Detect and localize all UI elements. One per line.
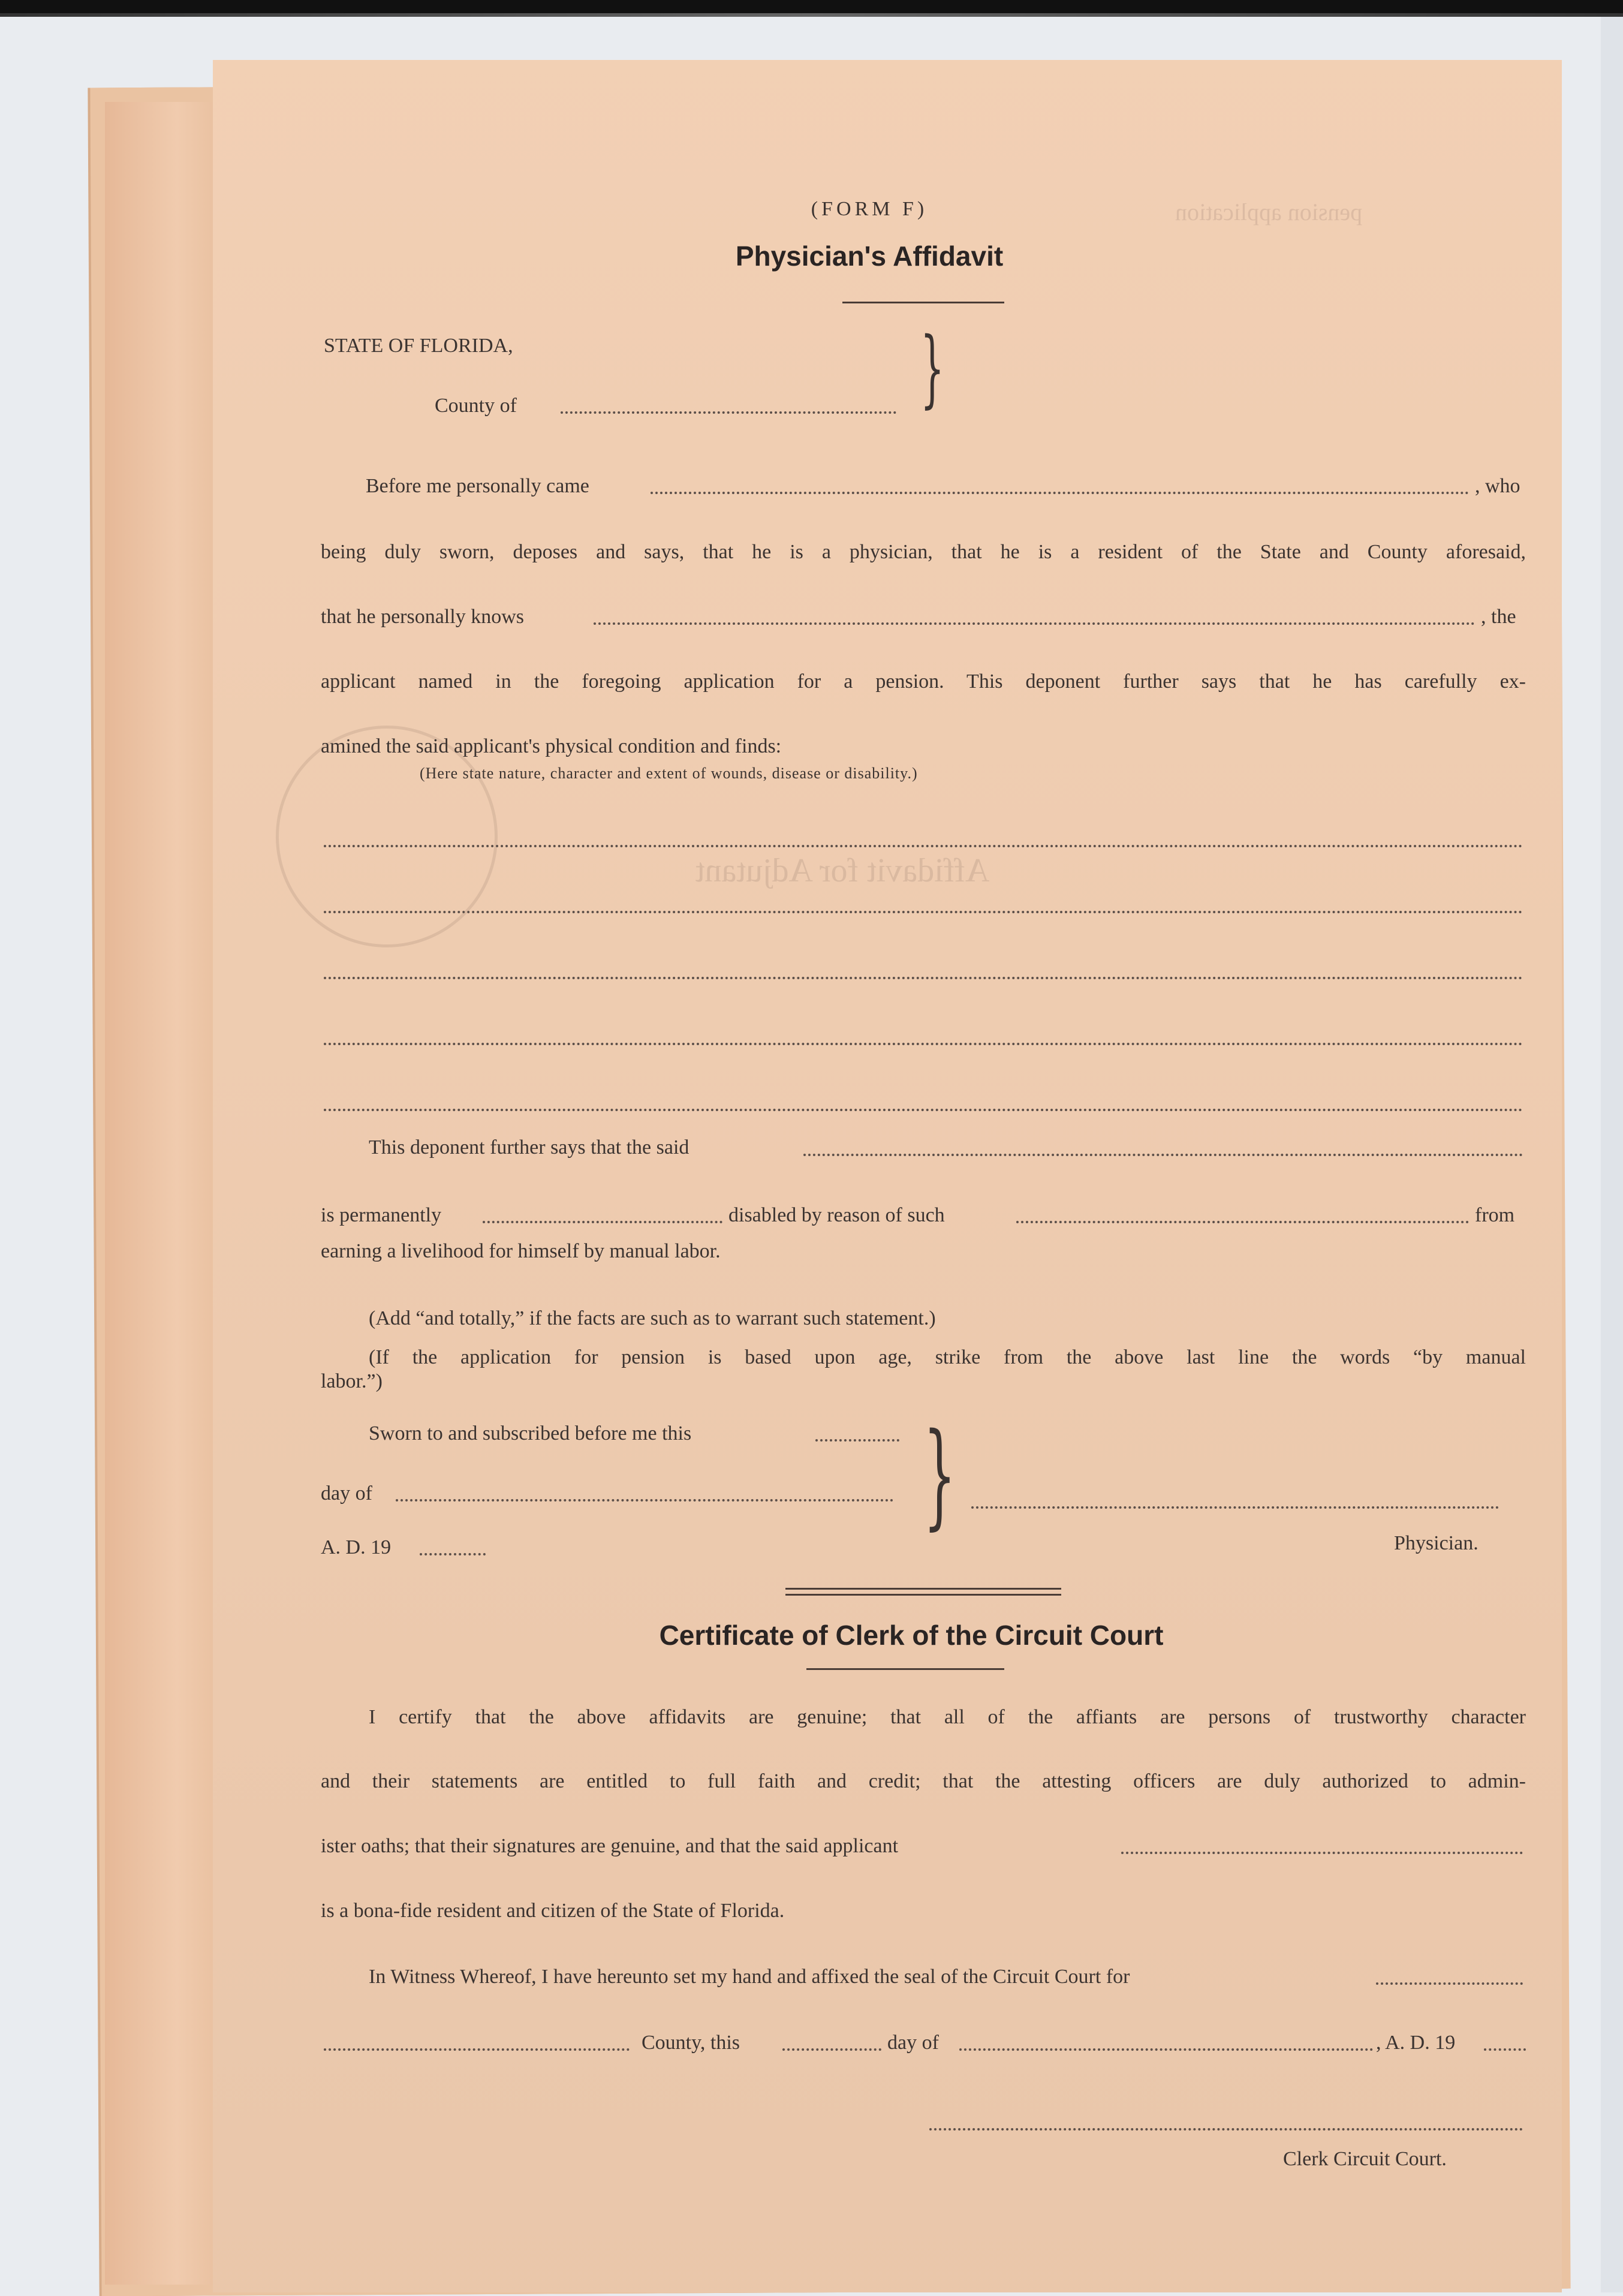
instruction-note: (Here state nature, character and extent of wounds, disease or disability.) — [420, 765, 918, 782]
embossed-seal-shadow — [276, 726, 498, 947]
state-label: STATE OF FLORIDA, — [324, 335, 513, 357]
earning-text: earning a livelihood for himself by manual labor. — [321, 1240, 721, 1262]
certificate-line: I certify that the above affidavits are genuine; that all of the affiants are persons of trustworthy character — [369, 1706, 1526, 1728]
day-of-text: day of — [887, 2032, 939, 2054]
certificate-underline — [806, 1668, 1004, 1670]
certificate-title: Certificate of Clerk of the Circuit Court — [659, 1620, 1164, 1651]
paragraph-line: amined the said applicant's physical condition and finds: — [321, 735, 782, 757]
disabled-text: disabled by reason of such — [728, 1204, 945, 1226]
clerk-signature-field[interactable] — [929, 2126, 1523, 2131]
venue-brace: } — [920, 320, 945, 417]
findings-line[interactable] — [324, 974, 1523, 979]
scan-background — [1601, 17, 1623, 2292]
note-totally: (Add “and totally,” if the facts are such as to warrant such statement.) — [369, 1307, 936, 1329]
paragraph-line: applicant named in the foregoing application for a pension. This deponent further says that he has carefully ex- — [321, 670, 1526, 693]
witness-text: In Witness Whereof, I have hereunto set my hand and affixed the seal of the Circuit Court for — [369, 1966, 1130, 1988]
jurat-brace: } — [923, 1409, 956, 1541]
certificate-day-field[interactable] — [782, 2046, 881, 2051]
disability-cause-field[interactable] — [1016, 1218, 1469, 1223]
said-applicant-field[interactable] — [803, 1151, 1523, 1156]
sworn-day-field[interactable] — [815, 1437, 899, 1442]
section-divider — [785, 1594, 1061, 1596]
certificate-month-field[interactable] — [959, 2046, 1373, 2051]
day-of-text: day of — [321, 1482, 372, 1504]
county-label: County of — [435, 395, 517, 417]
certificate-year-field[interactable] — [1484, 2046, 1526, 2051]
sworn-month-field[interactable] — [396, 1497, 893, 1501]
who-text: , who — [1475, 475, 1520, 497]
personally-knows-text: that he personally knows — [321, 606, 524, 628]
findings-line[interactable] — [324, 842, 1523, 847]
note-age-cont: labor.”) — [321, 1370, 383, 1392]
county-field[interactable] — [561, 409, 896, 414]
applicant-name-field[interactable] — [594, 620, 1475, 625]
certificate-line: and their statements are entitled to full faith and credit; that the attesting officers are duly authorized to admin- — [321, 1770, 1526, 1792]
before-me-text: Before me personally came — [366, 475, 589, 497]
scanner-top-edge — [0, 0, 1623, 17]
ad-text: A. D. 19 — [321, 1536, 392, 1558]
county-name-field[interactable] — [324, 2046, 630, 2051]
sworn-text: Sworn to and subscribed before me this — [369, 1422, 692, 1445]
physician-signature-field[interactable] — [971, 1504, 1499, 1509]
certificate-line: is a bona-fide resident and citizen of the State of Florida. — [321, 1900, 785, 1922]
bleed-through: pension application — [1175, 198, 1363, 225]
bleed-through: Affidavit for Adjutant — [695, 852, 990, 889]
permanently-text: is permanently — [321, 1204, 442, 1226]
disability-degree-field[interactable] — [483, 1218, 722, 1223]
form-label: (FORM F) — [811, 198, 928, 220]
sworn-year-field[interactable] — [420, 1551, 486, 1555]
ad-text: , A. D. 19 — [1376, 2032, 1456, 2054]
affidavit-page — [213, 60, 1562, 2292]
clerk-label: Clerk Circuit Court. — [1283, 2148, 1447, 2170]
circuit-court-county-field[interactable] — [1376, 1980, 1523, 1985]
deponent-text: This deponent further says that the said — [369, 1136, 689, 1158]
title-underline — [842, 302, 1004, 303]
findings-line[interactable] — [324, 908, 1523, 913]
physician-label: Physician. — [1394, 1532, 1479, 1554]
paragraph-line: being duly sworn, deposes and says, that he is a physician, that he is a resident of the State and County aforesaid, — [321, 541, 1526, 563]
section-divider — [785, 1588, 1061, 1590]
certificate-line: ister oaths; that their signatures are genuine, and that the said applicant — [321, 1835, 899, 1857]
findings-line[interactable] — [324, 1106, 1523, 1111]
from-text: from — [1475, 1204, 1515, 1226]
paper-folded-edge — [105, 102, 227, 2285]
county-this-text: County, this — [642, 2032, 740, 2054]
affiant-name-field[interactable] — [651, 489, 1469, 494]
the-text: , the — [1481, 606, 1516, 628]
findings-line[interactable] — [324, 1040, 1523, 1045]
page-title: Physician's Affidavit — [735, 240, 1004, 272]
note-age: (If the application for pension is based upon age, strike from the above last line the words “by manual — [369, 1346, 1526, 1368]
certified-applicant-field[interactable] — [1121, 1849, 1523, 1854]
